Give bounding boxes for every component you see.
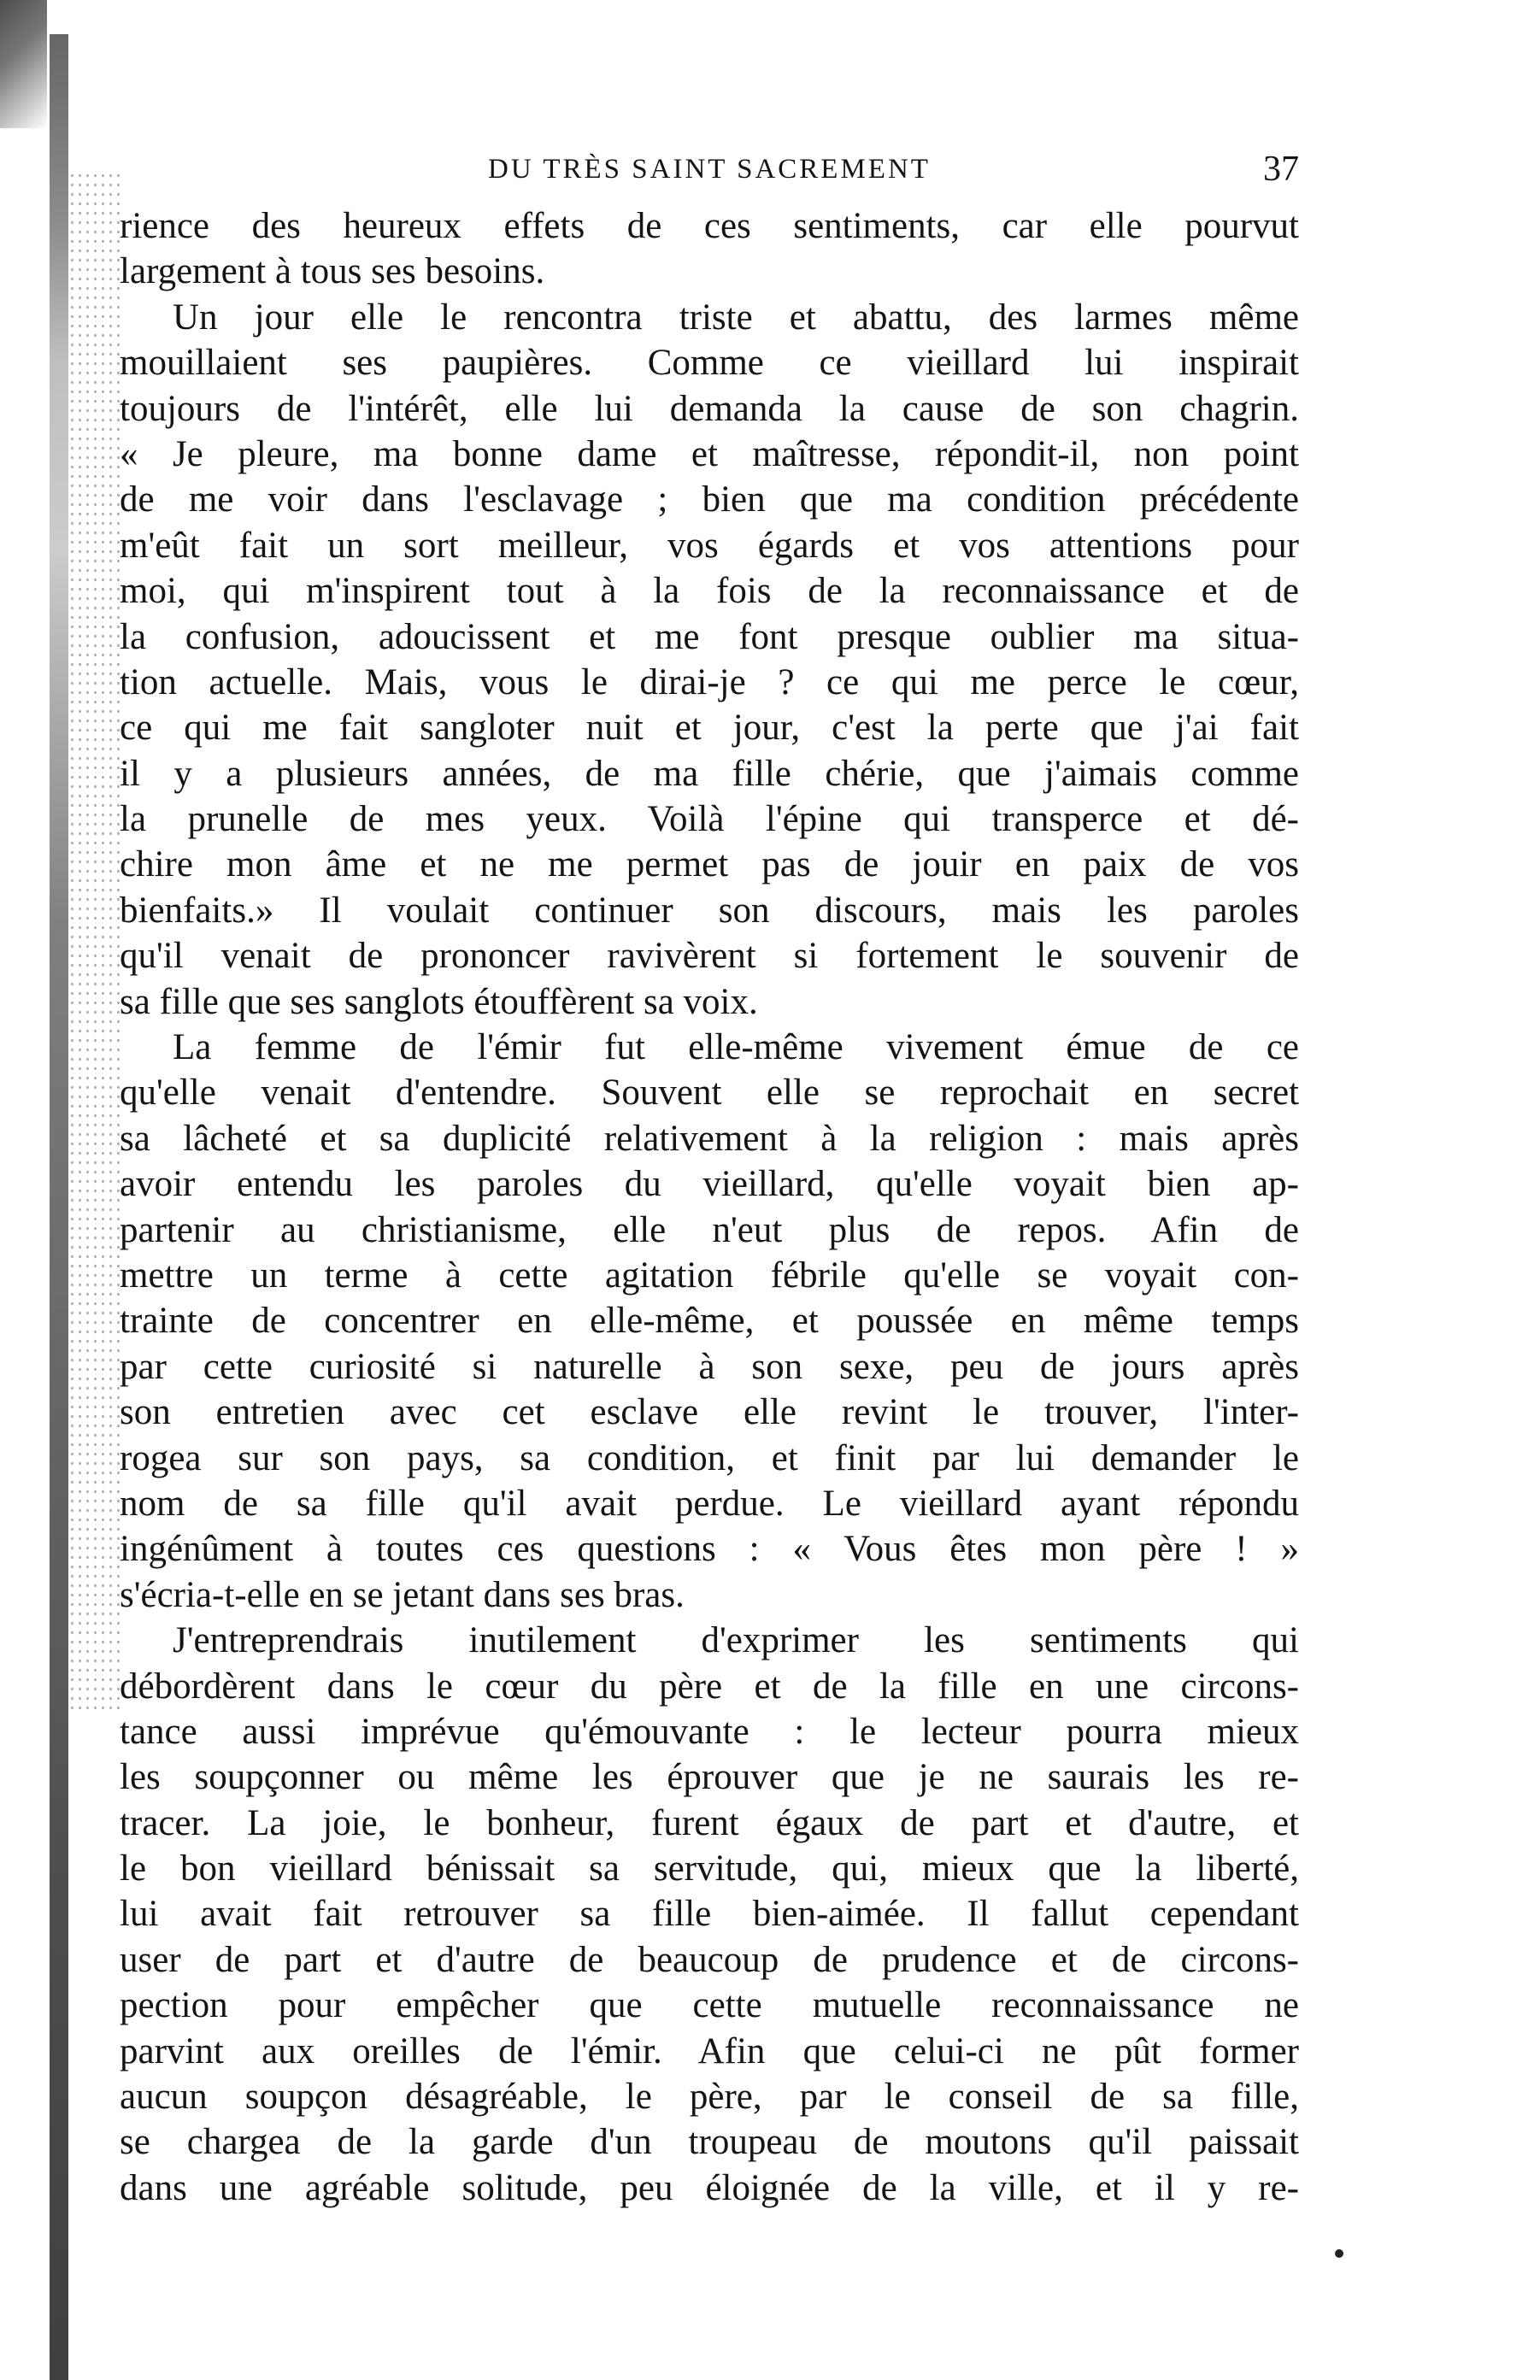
text-line: rience des heureux effets de ces sentiments, car elle pourvut bbox=[120, 206, 1299, 246]
text-line: tion actuelle. Mais, vous le dirai-je ? ce qui me perce le cœur, bbox=[120, 661, 1299, 702]
text-line: tance aussi imprévue qu'émouvante : le lecteur pourra mieux bbox=[120, 1711, 1299, 1752]
text-line: ingénûment à toutes ces questions : « Vous êtes mon père ! » bbox=[120, 1529, 1299, 1570]
text-line: m'eût fait un sort meilleur, vos égards et vos attentions pour bbox=[120, 525, 1299, 566]
text-line: nom de sa fille qu'il avait perdue. Le vieillard ayant répondu bbox=[120, 1483, 1299, 1524]
running-head bbox=[120, 145, 1299, 197]
text-line: s'écria-t-elle en se jetant dans ses bras. bbox=[120, 1574, 685, 1615]
text-line: débordèrent dans le cœur du père et de la fille en une circons- bbox=[120, 1666, 1299, 1707]
text-line: aucun soupçon désagréable, le père, par le conseil de sa fille, bbox=[120, 2077, 1299, 2118]
text-line: rogea sur son pays, sa condition, et finit par lui demander le bbox=[120, 1437, 1299, 1478]
page-number: 37 bbox=[1263, 150, 1299, 189]
text-line: la confusion, adoucissent et me font presque oublier ma situa- bbox=[120, 616, 1299, 657]
stray-ink-dot bbox=[1335, 2249, 1343, 2258]
text-line: trainte de concentrer en elle-même, et poussée en même temps bbox=[120, 1301, 1299, 1342]
text-line: tracer. La joie, le bonheur, furent égaux de part et d'autre, et bbox=[120, 1802, 1299, 1843]
running-title: DU TRÈS SAINT SACREMENT bbox=[488, 154, 931, 185]
text-line: se chargea de la garde d'un troupeau de moutons qu'il paissait bbox=[120, 2122, 1299, 2163]
text-line: par cette curiosité si naturelle à son sexe, peu de jours après bbox=[120, 1346, 1299, 1387]
text-line: son entretien avec cet esclave elle revint le trouver, l'inter- bbox=[120, 1392, 1299, 1433]
binding-speckle bbox=[68, 171, 120, 1709]
body-text bbox=[120, 203, 1299, 2211]
text-line: le bon vieillard bénissait sa servitude, qui, mieux que la liberté, bbox=[120, 1848, 1299, 1889]
binding-shadow-bar bbox=[50, 34, 68, 2380]
text-line: mettre un terme à cette agitation fébrile qu'elle se voyait con- bbox=[120, 1255, 1299, 1296]
text-line: La femme de l'émir fut elle-même vivement émue de ce bbox=[173, 1027, 1299, 1068]
text-line: sa fille que ses sanglots étouffèrent sa voix. bbox=[120, 981, 758, 1022]
text-line: les soupçonner ou même les éprouver que je ne saurais les re- bbox=[120, 1757, 1299, 1798]
text-line: parvint aux oreilles de l'émir. Afin que celui-ci ne pût former bbox=[120, 2030, 1299, 2071]
text-line: la prunelle de mes yeux. Voilà l'épine qui transperce et dé- bbox=[120, 799, 1299, 840]
text-line: « Je pleure, ma bonne dame et maîtresse, répondit-il, non point bbox=[120, 433, 1299, 474]
text-line: user de part et d'autre de beaucoup de prudence et de circons- bbox=[120, 1939, 1299, 1980]
text-line: qu'il venait de prononcer ravivèrent si fortement le souvenir de bbox=[120, 936, 1299, 977]
text-line: J'entreprendrais inutilement d'exprimer les sentiments qui bbox=[173, 1620, 1299, 1661]
scanned-binding-edge bbox=[0, 0, 128, 2380]
text-line: ce qui me fait sangloter nuit et jour, c'est la perte que j'ai fait bbox=[120, 708, 1299, 749]
text-line: chire mon âme et ne me permet pas de jouir en paix de vos bbox=[120, 844, 1299, 885]
text-line: de me voir dans l'esclavage ; bien que ma condition précédente bbox=[120, 479, 1299, 520]
text-line: Un jour elle le rencontra triste et abattu, des larmes même bbox=[173, 297, 1299, 338]
text-line: qu'elle venait d'entendre. Souvent elle se reprochait en secret bbox=[120, 1072, 1299, 1114]
text-line: pection pour empêcher que cette mutuelle reconnaissance ne bbox=[120, 1985, 1299, 2026]
text-line: moi, qui m'inspirent tout à la fois de la reconnaissance et de bbox=[120, 571, 1299, 612]
text-line: avoir entendu les paroles du vieillard, qu'elle voyait bien ap- bbox=[120, 1164, 1299, 1205]
text-line: il y a plusieurs années, de ma fille chérie, que j'aimais comme bbox=[120, 753, 1299, 794]
text-line: mouillaient ses paupières. Comme ce vieillard lui inspirait bbox=[120, 343, 1299, 384]
binding-corner-shadow bbox=[0, 0, 47, 128]
text-line: bienfaits.» Il voulait continuer son discours, mais les paroles bbox=[120, 890, 1299, 931]
text-line: lui avait fait retrouver sa fille bien-aimée. Il fallut cependant bbox=[120, 1894, 1299, 1935]
text-line: partenir au christianisme, elle n'eut plus de repos. Afin de bbox=[120, 1209, 1299, 1250]
text-line: sa lâcheté et sa duplicité relativement à la religion : mais après bbox=[120, 1118, 1299, 1159]
text-line: toujours de l'intérêt, elle lui demanda la cause de son chagrin. bbox=[120, 388, 1299, 429]
text-line: largement à tous ses besoins. bbox=[120, 251, 545, 292]
text-line: dans une agréable solitude, peu éloignée de la ville, et il y re- bbox=[120, 2167, 1299, 2208]
